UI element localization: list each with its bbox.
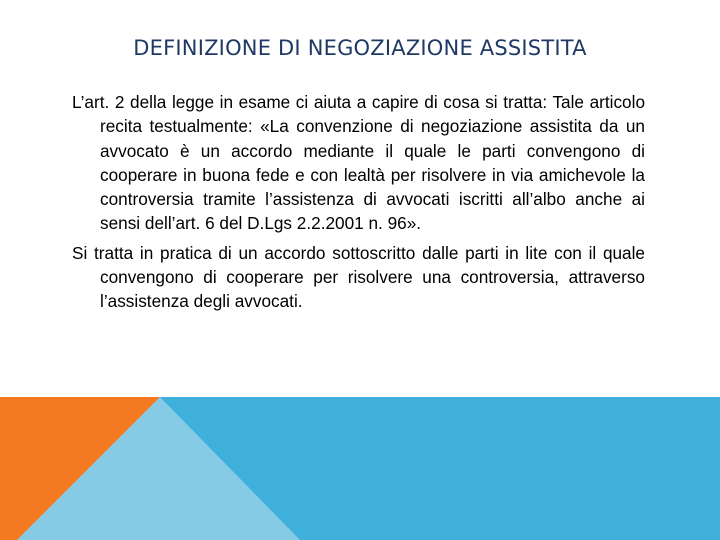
slide-title: DEFINIZIONE DI NEGOZIAZIONE ASSISTITA bbox=[133, 36, 587, 60]
paragraph-summary: Si tratta in pratica di un accordo sottoscritto dalle parti in lite con il quale convengono di cooperare per risolvere una controversia, attraverso l’assistenza degli avvocati. bbox=[72, 242, 645, 312]
band-blue-shape bbox=[0, 397, 720, 540]
band-light-blue-shape bbox=[0, 397, 300, 540]
slide-body bbox=[72, 90, 645, 319]
band-orange-shape bbox=[0, 397, 160, 540]
paragraph-definition: L’art. 2 della legge in esame ci aiuta a capire di cosa si tratta: Tale articolo recita testualmente: «La convenzione di negoziazione assistita da un avvocato è un accordo mediante il quale le parti convengono di cooperare in buona fede e con lealtà per risolvere in via amichevole la controversia tramite l’assistenza di avvocati iscritti all’albo anche ai sensi dell’art. 6 del D.Lgs 2.2.2001 n. 96». bbox=[72, 92, 645, 234]
